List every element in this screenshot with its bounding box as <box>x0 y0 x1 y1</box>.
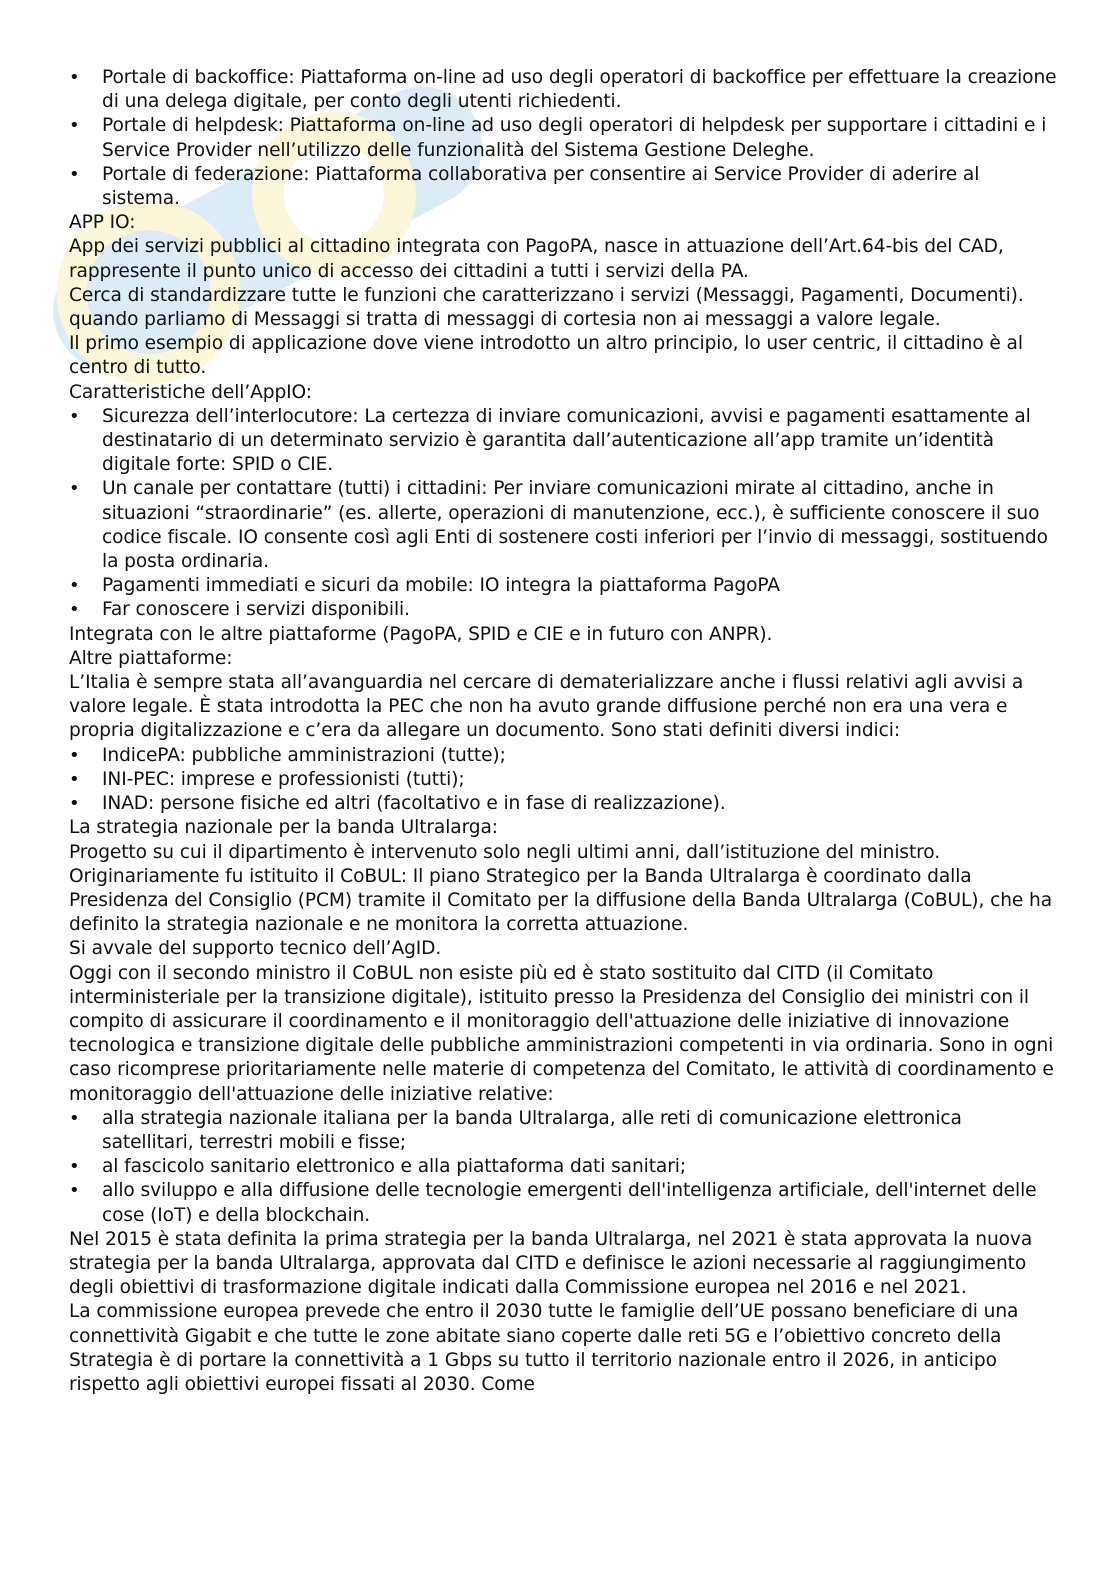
paragraph: Oggi con il secondo ministro il CoBUL non esiste più ed è stato sostituito dal CITD (il Comitato interministeriale per la transizione digitale), istituito presso la Presidenza del Consiglio dei ministri con il compito di assicurare il coordinamento e il monitoraggio dell'attuazione delle iniziative di innovazione tecnologica e transizione digitale delle pubbliche amministrazioni competenti in via ordinaria. Sono in ogni caso ricomprese prioritariamente nelle materie di competenza del Comitato, le attività di coordinamento e monitoraggio dell'attuazione delle iniziative relative: <box>69 962 1054 1105</box>
paragraph: Originariamente fu istituito il CoBUL: Il piano Strategico per la Banda Ultralarga è coordinato dalla Presidenza del Consiglio (PCM) tramite il Comitato per la diffusione della Banda Ultralarga (CoBUL), che ha definito la strategia nazionale e ne monitora la corretta attuazione. <box>69 865 1053 936</box>
list-item: • Portale di federazione: Piattaforma collaborativa per consentire ai Service Provider di aderire al sistema. <box>69 163 1059 211</box>
list-item: • Portale di backoffice: Piattaforma on-line ad uso degli operatori di backoffice per effettuare la creazione di una delega digitale, per conto degli utenti richiedenti. <box>69 66 1059 114</box>
paragraph: Progetto su cui il dipartimento è intervenuto solo negli ultimi anni, dall’istituzione del ministro. <box>69 841 941 863</box>
portali-list <box>69 66 1059 211</box>
list-item: • INI-PEC: imprese e professionisti (tutti); <box>69 768 1059 792</box>
strategia-heading: La strategia nazionale per la banda Ultralarga: <box>69 817 498 839</box>
list-item: • IndicePA: pubbliche amministrazioni (tutte); <box>69 744 1059 768</box>
paragraph: Nel 2015 è stata definita la prima strategia per la banda Ultralarga, nel 2021 è stata approvata la nuova strategia per la banda Ultralarga, approvata dal CITD e definisce le azioni necessarie al raggiungimento degli obiettivi di trasformazione digitale indicati dalla Commissione europea nel 2016 e nel 2021. <box>69 1228 1033 1299</box>
list-item: • allo sviluppo e alla diffusione delle tecnologie emergenti dell'intelligenza artificiale, dell'internet delle cose (IoT) e della blockchain. <box>69 1179 1059 1227</box>
list-item: • INAD: persone fisiche ed altri (facoltativo e in fase di realizzazione). <box>69 792 1059 816</box>
list-item: • Un canale per contattare (tutti) i cittadini: Per inviare comunicazioni mirate al cittadino, anche in situazioni “straordinarie” (es. allerte, operazioni di manutenzione, ecc.), è sufficiente conoscere il suo codice fiscale. IO consente così agli Enti di sostenere costi inferiori per l’invio di messaggi, sostituendo la posta ordinaria. <box>69 477 1059 574</box>
list-item: • Portale di helpdesk: Piattaforma on-line ad uso degli operatori di helpdesk per supportare i cittadini e i Service Provider nell’utilizzo delle funzionalità del Sistema Gestione Deleghe. <box>69 114 1059 162</box>
list-item: • Sicurezza dell’interlocutore: La certezza di inviare comunicazioni, avvisi e pagamenti esattamente al destinatario di un determinato servizio è garantita dall’autenticazione all’app tramite un’identità digitale forte: SPID o CIE. <box>69 405 1059 478</box>
list-item: • Far conoscere i servizi disponibili. <box>69 598 1059 622</box>
paragraph: quando parliamo di Messaggi si tratta di messaggi di cortesia non ai messaggi a valore legale. <box>69 309 941 331</box>
paragraph: La commissione europea prevede che entro il 2030 tutte le famiglie dell’UE possano beneficiare di una connettività Gigabit e che tutte le zone abitate siano coperte dalle reti 5G e l’obiettivo concreto della Strategia è di portare la connettività a 1 Gbps su tutto il territorio nazionale entro il 2026, in anticipo rispetto agli obiettivi europei fissati al 2030. Come <box>69 1301 1019 1395</box>
paragraph: L’Italia è sempre stata all’avanguardia nel cercare di dematerializzare anche i flussi relativi agli avvisi a valore legale. È stata introdotta la PEC che non ha avuto grande diffusione perché non era una vera e propria digitalizzazione e c’era da allegare un documento. Sono stati definiti diversi indici: <box>69 672 1024 742</box>
list-item: • alla strategia nazionale italiana per la banda Ultralarga, alle reti di comunicazione elettronica satellitari, terrestri mobili e fisse; <box>69 1107 1059 1155</box>
app-io-heading: APP IO: <box>69 212 136 234</box>
paragraph: Cerca di standardizzare tutte le funzioni che caratterizzano i servizi (Messaggi, Pagamenti, Documenti). <box>69 284 1024 306</box>
list-item: • al fascicolo sanitario elettronico e alla piattaforma dati sanitari; <box>69 1155 1059 1179</box>
altre-piattaforme-heading: Altre piattaforme: <box>69 647 233 669</box>
paragraph: Si avvale del supporto tecnico dell’AgID. <box>69 938 442 960</box>
list-item: • Pagamenti immediati e sicuri da mobile: IO integra la piattaforma PagoPA <box>69 574 1059 598</box>
document-page <box>69 66 1059 1397</box>
paragraph: App dei servizi pubblici al cittadino integrata con PagoPA, nasce in attuazione dell’Art.64-bis del CAD, rappresente il punto unico di accesso dei cittadini a tutti i servizi della PA. <box>69 236 1004 282</box>
caratteristiche-list <box>69 405 1059 623</box>
paragraph: Il primo esempio di applicazione dove viene introdotto un altro principio, lo user centric, il cittadino è al centro di tutto. <box>69 333 1023 379</box>
iniziative-list <box>69 1107 1059 1228</box>
caratteristiche-heading: Caratteristiche dell’AppIO: <box>69 381 312 403</box>
paragraph: Integrata con le altre piattaforme (PagoPA, SPID e CIE e in futuro con ANPR). <box>69 623 773 645</box>
indici-list <box>69 744 1059 817</box>
